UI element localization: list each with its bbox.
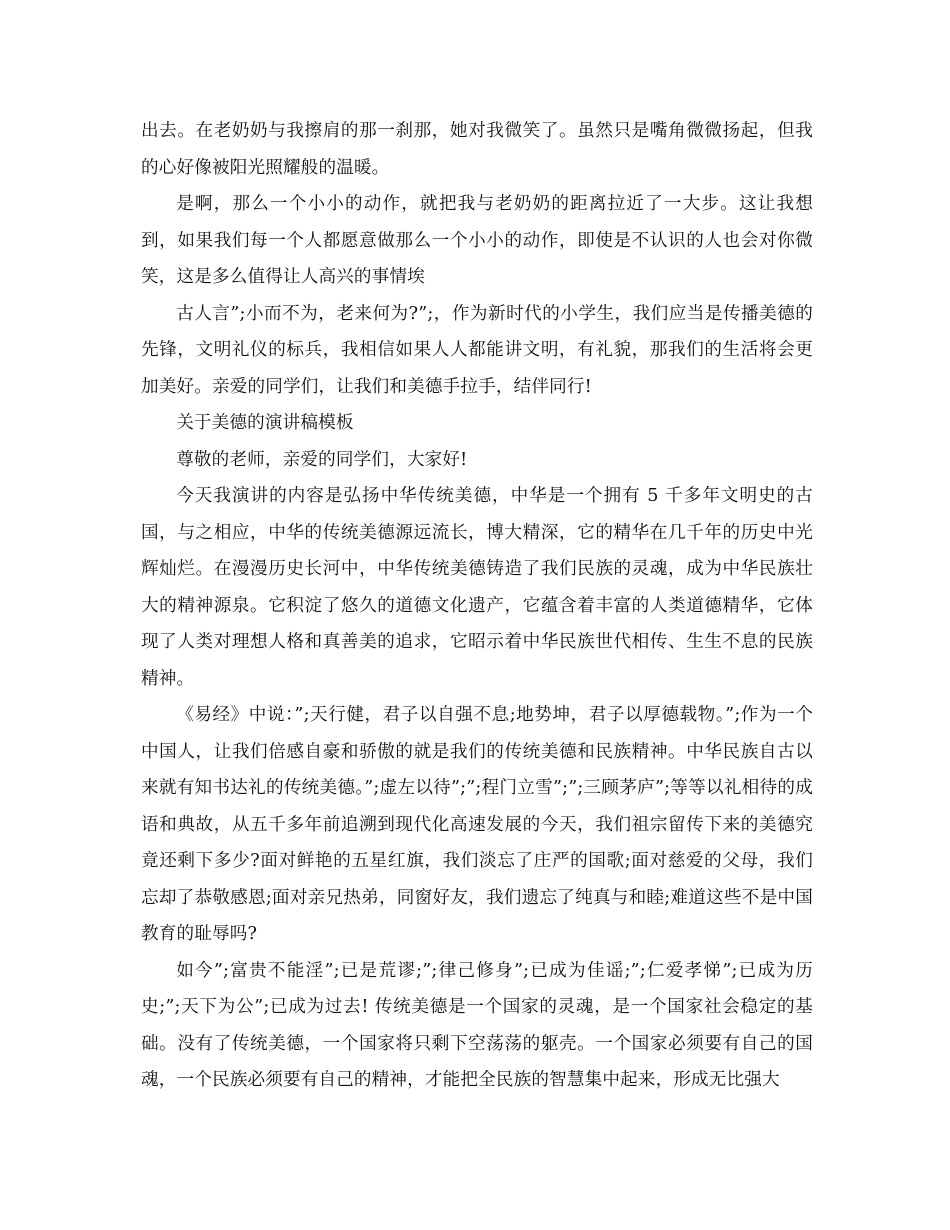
paragraph: 古人言”;小而不为，老来何为?”;，作为新时代的小学生，我们应当是传播美德的先锋，文明礼仪的标兵，我相信如果人人都能讲文明，有礼貌，那我们的生活将会更加美好。亲爱的同学们，让我们和美德手拉手，结伴同行! bbox=[141, 303, 813, 397]
document-body bbox=[141, 113, 813, 1099]
paragraph: 如今”;富贵不能淫”;已是荒谬;”;律己修身”;已成为佳谣;”;仁爱孝悌”;已成为历史;”;天下为公”;已成为过去! 传统美德是一个国家的灵魂，是一个国家社会稳定的基础。没有了传统美德，一个国家将只剩下空荡荡的躯壳。一个国家必须要有自己的国魂，一个民族必须要有自己的精神，才能把全民族的智慧集中起来，形成无比强大 bbox=[141, 960, 813, 1090]
paragraph: 《易经》中说：”;天行健，君子以自强不息;地势坤，君子以厚德载物。”;作为一个中国人，让我们倍感自豪和骄傲的就是我们的传统美德和民族精神。中华民族自古以来就有知书达礼的传统美德。”;虚左以待”;”;程门立雪”;”;三顾茅庐”;等等以礼相待的成语和典故，从五千多年前追溯到现代化高速发展的今天，我们祖宗留传下来的美德究竟还剩下多少?面对鲜艳的五星红旗，我们淡忘了庄严的国歌;面对慈爱的父母，我们忘却了恭敬感恩;面对亲兄热弟，同窗好友，我们遗忘了纯真与和睦;难道这些不是中国教育的耻辱吗? bbox=[141, 705, 813, 944]
salutation: 尊敬的老师，亲爱的同学们，大家好! bbox=[176, 449, 468, 470]
paragraph: 今天我演讲的内容是弘扬中华传统美德，中华是一个拥有 5 千多年文明史的古国，与之相应，中华的传统美德源远流长，博大精深，它的精华在几千年的历史中光辉灿烂。在漫漫历史长河中，中华传统美德铸造了我们民族的灵魂，成为中华民族壮大的精神源泉。它积淀了悠久的道德文化遗产，它蕴含着丰富的人类道德精华，它体现了人类对理想人格和真善美的追求，它昭示着中华民族世代相传、生生不息的民族精神。 bbox=[141, 486, 813, 689]
paragraph: 是啊，那么一个小小的动作，就把我与老奶奶的距离拉近了一大步。这让我想到，如果我们每一个人都愿意做那么一个小小的动作，即使是不认识的人也会对你微笑，这是多么值得让人高兴的事情埃 bbox=[141, 194, 813, 287]
section-heading: 关于美德的演讲稿模板 bbox=[176, 413, 354, 433]
paragraph: 出去。在老奶奶与我擦肩的那一刹那，她对我微笑了。虽然只是嘴角微微扬起，但我的心好像被阳光照耀般的温暖。 bbox=[141, 121, 813, 178]
